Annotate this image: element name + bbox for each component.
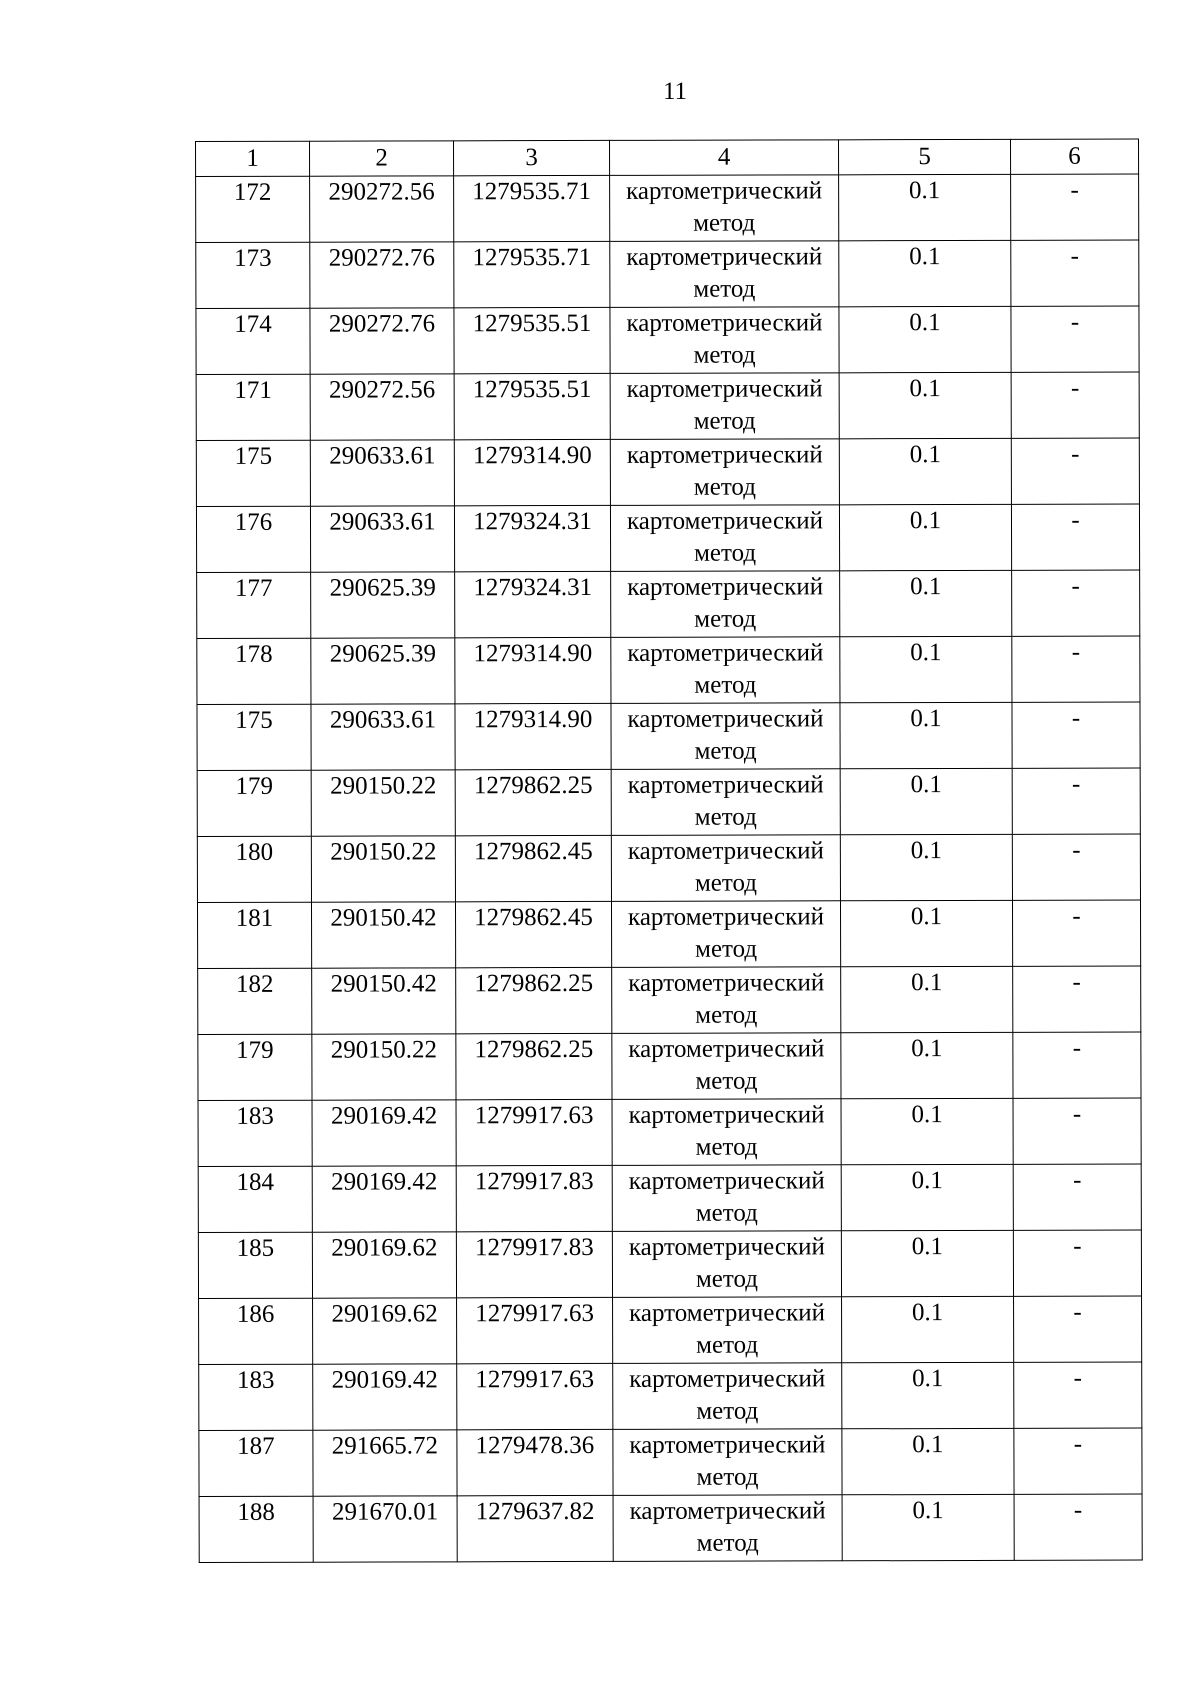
method-line-1: картометрический xyxy=(626,375,823,403)
method-cell xyxy=(610,307,839,374)
accuracy-cell: 0.1 xyxy=(840,834,1012,900)
y-coordinate-cell: 1279314.90 xyxy=(454,439,610,505)
note-cell: - xyxy=(1012,636,1140,702)
accuracy-cell: 0.1 xyxy=(841,1164,1013,1230)
accuracy-cell: 0.1 xyxy=(842,1428,1014,1494)
method-line-1: картометрический xyxy=(627,639,824,667)
page-number: 11 xyxy=(662,78,688,105)
method-line-1: картометрический xyxy=(629,1497,826,1525)
method-cell xyxy=(613,1429,842,1496)
point-id-cell: 176 xyxy=(196,506,310,572)
method-line-2: метод xyxy=(696,1331,759,1359)
accuracy-cell: 0.1 xyxy=(842,1494,1014,1560)
point-id-cell: 175 xyxy=(197,704,311,770)
point-id-cell: 179 xyxy=(197,770,311,836)
y-coordinate-cell: 1279862.45 xyxy=(455,901,611,967)
table-row xyxy=(199,1296,1142,1364)
method-line-2: метод xyxy=(693,407,756,435)
y-coordinate-cell: 1279324.31 xyxy=(454,505,610,571)
y-coordinate-cell: 1279478.36 xyxy=(457,1429,613,1495)
method-line-2: метод xyxy=(695,935,758,963)
note-cell: - xyxy=(1012,570,1140,636)
method-cell xyxy=(611,571,840,638)
table-row xyxy=(199,1428,1142,1496)
note-cell: - xyxy=(1011,504,1139,570)
point-id-cell: 178 xyxy=(197,638,311,704)
method-cell xyxy=(611,703,840,770)
table-row xyxy=(197,834,1140,902)
table-row xyxy=(197,768,1140,836)
method-cell xyxy=(613,1495,842,1562)
method-cell xyxy=(612,1231,841,1298)
column-header-2: 2 xyxy=(310,141,454,176)
note-cell: - xyxy=(1014,1428,1142,1494)
y-coordinate-cell: 1279535.71 xyxy=(454,175,610,241)
note-cell: - xyxy=(1012,768,1140,834)
method-cell xyxy=(610,505,839,572)
method-line-2: метод xyxy=(694,671,757,699)
y-coordinate-cell: 1279862.25 xyxy=(456,967,612,1033)
table-row xyxy=(198,1164,1141,1232)
point-id-cell: 186 xyxy=(199,1298,313,1364)
y-coordinate-cell: 1279535.51 xyxy=(454,373,610,439)
method-line-1: картометрический xyxy=(629,1365,826,1393)
point-id-cell: 172 xyxy=(196,176,310,242)
point-id-cell: 177 xyxy=(197,572,311,638)
method-cell xyxy=(611,835,840,902)
x-coordinate-cell: 290633.61 xyxy=(310,506,454,572)
method-cell xyxy=(612,1165,841,1232)
y-coordinate-cell: 1279314.90 xyxy=(455,637,611,703)
x-coordinate-cell: 290272.56 xyxy=(310,374,454,440)
point-id-cell: 181 xyxy=(197,902,311,968)
y-coordinate-cell: 1279862.45 xyxy=(455,835,611,901)
method-line-1: картометрический xyxy=(627,837,824,865)
note-cell: - xyxy=(1012,900,1140,966)
method-cell xyxy=(611,901,840,968)
method-cell xyxy=(613,1363,842,1430)
method-line-1: картометрический xyxy=(626,441,823,469)
method-line-1: картометрический xyxy=(626,177,823,205)
x-coordinate-cell: 290633.61 xyxy=(311,704,455,770)
method-line-1: картометрический xyxy=(628,1167,825,1195)
method-line-1: картометрический xyxy=(626,243,823,271)
x-coordinate-cell: 290625.39 xyxy=(311,638,455,704)
method-cell xyxy=(611,769,840,836)
accuracy-cell: 0.1 xyxy=(842,1296,1014,1362)
method-cell xyxy=(612,1099,841,1166)
note-cell: - xyxy=(1011,438,1139,504)
column-header-3: 3 xyxy=(454,140,610,175)
x-coordinate-cell: 290150.42 xyxy=(311,902,455,968)
coordinates-table xyxy=(195,139,1143,1563)
table-row xyxy=(198,966,1141,1034)
method-line-1: картометрический xyxy=(626,507,824,535)
y-coordinate-cell: 1279862.25 xyxy=(456,1033,612,1099)
x-coordinate-cell: 290150.42 xyxy=(312,968,456,1034)
x-coordinate-cell: 290169.42 xyxy=(312,1100,456,1166)
y-coordinate-cell: 1279917.63 xyxy=(456,1099,612,1165)
table-row xyxy=(197,900,1140,968)
x-coordinate-cell: 290272.56 xyxy=(310,176,454,242)
method-line-2: метод xyxy=(693,209,756,237)
method-line-2: метод xyxy=(694,539,757,567)
accuracy-cell: 0.1 xyxy=(839,372,1011,438)
method-line-1: картометрический xyxy=(628,1035,825,1063)
x-coordinate-cell: 291670.01 xyxy=(313,1496,457,1562)
point-id-cell: 183 xyxy=(198,1100,312,1166)
method-line-2: метод xyxy=(696,1463,759,1491)
accuracy-cell: 0.1 xyxy=(841,966,1013,1032)
method-line-2: метод xyxy=(693,341,756,369)
y-coordinate-cell: 1279917.83 xyxy=(456,1165,612,1231)
method-cell xyxy=(610,373,839,440)
x-coordinate-cell: 290169.42 xyxy=(313,1364,457,1430)
method-line-2: метод xyxy=(696,1397,759,1425)
x-coordinate-cell: 290272.76 xyxy=(310,308,454,374)
accuracy-cell: 0.1 xyxy=(841,1230,1013,1296)
y-coordinate-cell: 1279324.31 xyxy=(455,571,611,637)
method-line-1: картометрический xyxy=(629,1299,826,1327)
method-line-2: метод xyxy=(693,473,756,501)
note-cell: - xyxy=(1014,1296,1142,1362)
method-line-2: метод xyxy=(694,737,757,765)
note-cell: - xyxy=(1012,834,1140,900)
note-cell: - xyxy=(1011,174,1139,240)
note-cell: - xyxy=(1012,702,1140,768)
y-coordinate-cell: 1279535.51 xyxy=(454,307,610,373)
y-coordinate-cell: 1279917.63 xyxy=(457,1297,613,1363)
y-coordinate-cell: 1279314.90 xyxy=(455,703,611,769)
accuracy-cell: 0.1 xyxy=(840,636,1012,702)
point-id-cell: 179 xyxy=(198,1034,312,1100)
method-line-1: картометрический xyxy=(627,771,824,799)
table-row xyxy=(198,1230,1141,1298)
x-coordinate-cell: 290169.62 xyxy=(313,1298,457,1364)
method-line-2: метод xyxy=(695,1265,759,1293)
point-id-cell: 183 xyxy=(199,1364,313,1430)
point-id-cell: 171 xyxy=(196,374,310,440)
x-coordinate-cell: 290272.76 xyxy=(310,242,454,308)
method-line-1: картометрический xyxy=(627,573,824,601)
point-id-cell: 180 xyxy=(197,836,311,902)
table-body xyxy=(196,139,1143,1562)
method-line-1: картометрический xyxy=(628,969,825,997)
table-row xyxy=(196,372,1139,440)
accuracy-cell: 0.1 xyxy=(841,1098,1013,1164)
method-cell xyxy=(611,637,840,704)
accuracy-cell: 0.1 xyxy=(839,438,1011,504)
note-cell: - xyxy=(1011,372,1139,438)
method-cell xyxy=(610,175,839,242)
accuracy-cell: 0.1 xyxy=(839,504,1011,570)
point-id-cell: 175 xyxy=(196,440,310,506)
column-header-6: 6 xyxy=(1010,139,1138,174)
accuracy-cell: 0.1 xyxy=(839,240,1011,306)
column-header-1: 1 xyxy=(196,141,310,176)
table-row xyxy=(198,1032,1141,1100)
accuracy-cell: 0.1 xyxy=(842,1362,1014,1428)
table-row xyxy=(197,702,1140,770)
table-row xyxy=(196,240,1139,308)
accuracy-cell: 0.1 xyxy=(839,306,1011,372)
note-cell: - xyxy=(1013,1164,1141,1230)
point-id-cell: 174 xyxy=(196,308,310,374)
x-coordinate-cell: 290150.22 xyxy=(312,1034,456,1100)
note-cell: - xyxy=(1011,240,1139,306)
method-line-1: картометрический xyxy=(627,903,825,931)
x-coordinate-cell: 290150.22 xyxy=(311,836,455,902)
accuracy-cell: 0.1 xyxy=(840,702,1012,768)
method-line-1: картометрический xyxy=(629,1431,826,1459)
method-line-2: метод xyxy=(695,1067,758,1095)
accuracy-cell: 0.1 xyxy=(840,900,1012,966)
table-header-row xyxy=(196,139,1139,176)
column-header-4: 4 xyxy=(609,140,838,176)
note-cell: - xyxy=(1013,1230,1141,1296)
x-coordinate-cell: 290633.61 xyxy=(310,440,454,506)
table-row xyxy=(199,1362,1142,1430)
method-line-2: метод xyxy=(694,803,757,831)
table-row xyxy=(197,570,1140,638)
method-cell xyxy=(610,241,839,308)
table-row xyxy=(196,438,1139,506)
method-line-2: метод xyxy=(695,1199,758,1227)
method-cell xyxy=(613,1297,842,1364)
note-cell: - xyxy=(1013,1032,1141,1098)
point-id-cell: 182 xyxy=(198,968,312,1034)
note-cell: - xyxy=(1014,1494,1142,1560)
table-row xyxy=(199,1494,1142,1562)
table-row xyxy=(197,636,1140,704)
point-id-cell: 173 xyxy=(196,242,310,308)
y-coordinate-cell: 1279637.82 xyxy=(457,1495,613,1561)
method-line-2: метод xyxy=(694,605,757,633)
method-line-1: картометрический xyxy=(628,1101,825,1129)
y-coordinate-cell: 1279917.83 xyxy=(456,1231,612,1297)
x-coordinate-cell: 290150.22 xyxy=(311,770,455,836)
method-line-2: метод xyxy=(693,275,756,303)
method-line-2: метод xyxy=(695,1001,758,1029)
method-line-1: картометрический xyxy=(626,309,823,337)
table-row xyxy=(196,174,1139,242)
x-coordinate-cell: 290169.42 xyxy=(312,1166,456,1232)
y-coordinate-cell: 1279917.63 xyxy=(457,1363,613,1429)
x-coordinate-cell: 290625.39 xyxy=(311,572,455,638)
accuracy-cell: 0.1 xyxy=(840,768,1012,834)
method-cell xyxy=(612,1033,841,1100)
point-id-cell: 184 xyxy=(198,1166,312,1232)
x-coordinate-cell: 290169.62 xyxy=(312,1232,456,1298)
accuracy-cell: 0.1 xyxy=(839,174,1011,240)
method-line-2: метод xyxy=(696,1529,759,1557)
table-row xyxy=(198,1098,1141,1166)
y-coordinate-cell: 1279862.25 xyxy=(455,769,611,835)
accuracy-cell: 0.1 xyxy=(840,570,1012,636)
x-coordinate-cell: 291665.72 xyxy=(313,1430,457,1496)
accuracy-cell: 0.1 xyxy=(841,1032,1013,1098)
method-cell xyxy=(610,439,839,506)
method-line-1: картометрический xyxy=(627,705,824,733)
point-id-cell: 185 xyxy=(198,1232,312,1298)
note-cell: - xyxy=(1013,966,1141,1032)
method-line-2: метод xyxy=(695,1133,758,1161)
column-header-5: 5 xyxy=(838,139,1010,174)
note-cell: - xyxy=(1013,1098,1141,1164)
table-row xyxy=(196,306,1139,374)
note-cell: - xyxy=(1014,1362,1142,1428)
point-id-cell: 188 xyxy=(199,1496,313,1562)
point-id-cell: 187 xyxy=(199,1430,313,1496)
table-row xyxy=(196,504,1139,572)
y-coordinate-cell: 1279535.71 xyxy=(454,241,610,307)
note-cell: - xyxy=(1011,306,1139,372)
method-line-2: метод xyxy=(694,869,757,897)
method-cell xyxy=(612,967,841,1034)
method-line-1: картометрический xyxy=(628,1233,825,1261)
